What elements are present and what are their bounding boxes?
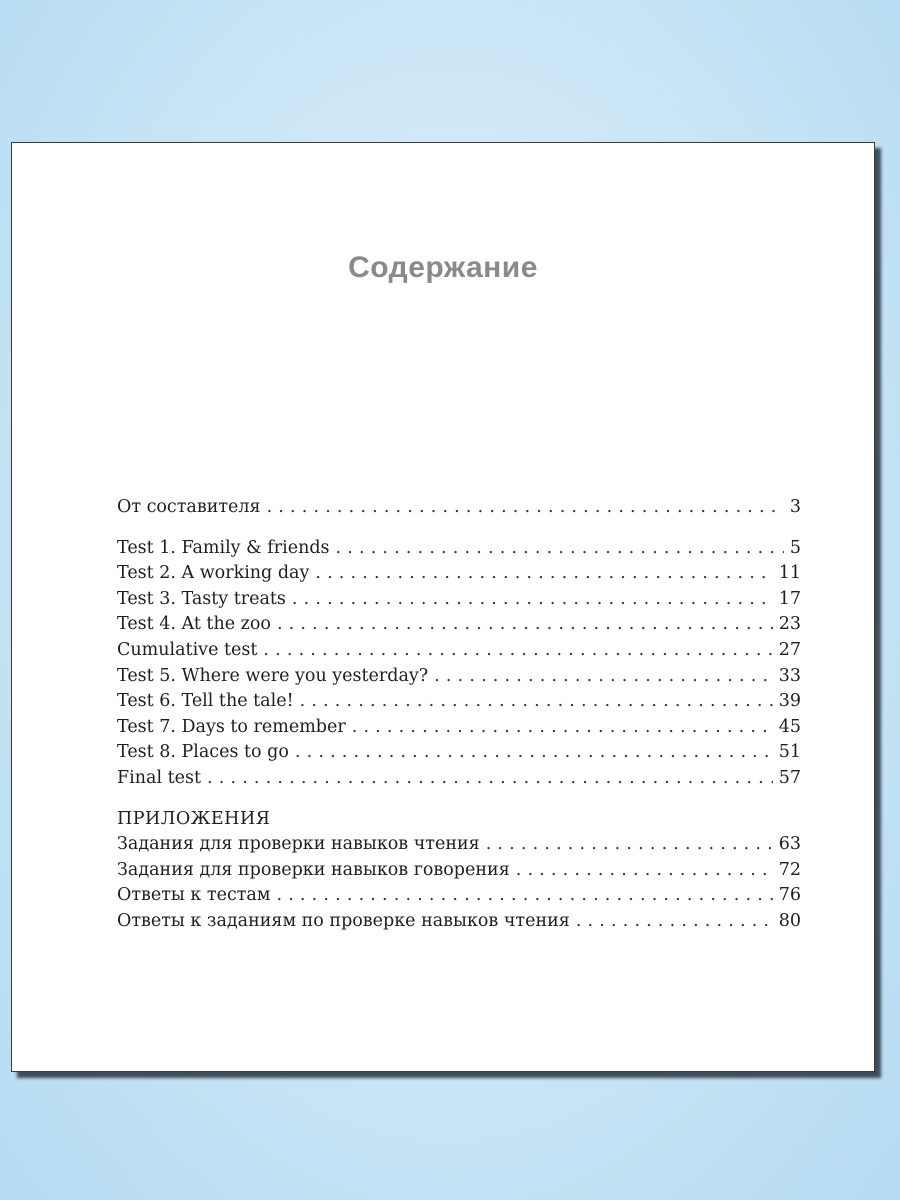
table-of-contents [117, 495, 801, 935]
dot-leader [207, 766, 773, 792]
dot-leader [277, 612, 773, 638]
toc-entry-page: 27 [778, 639, 801, 660]
toc-entry-label: От составителя [117, 497, 261, 517]
toc-entry [117, 664, 801, 690]
dot-leader [276, 883, 772, 909]
toc-entry-label: Test 7. Days to remember [117, 716, 346, 737]
toc-entry-page: 5 [789, 537, 801, 558]
dot-leader [434, 664, 773, 690]
toc-entry-label: Test 3. Tasty treats [117, 588, 286, 609]
toc-entry [117, 638, 801, 664]
toc-entry [117, 587, 801, 613]
toc-entry-intro [117, 495, 801, 521]
dot-leader [576, 909, 773, 935]
dot-leader [315, 561, 772, 587]
toc-entry-label: Test 4. At the zoo [117, 614, 271, 635]
toc-entry-label: Test 1. Family & friends [117, 537, 330, 558]
dot-leader [292, 587, 773, 613]
toc-entry-page: 72 [778, 859, 801, 880]
dot-leader [516, 858, 773, 884]
dot-leader [486, 832, 773, 858]
dot-leader [336, 536, 784, 562]
toc-entry [117, 536, 801, 562]
toc-entry-label: Test 2. A working day [117, 563, 310, 584]
toc-entry-appendix [117, 883, 801, 909]
toc-entry [117, 766, 801, 792]
toc-entry-page: 76 [778, 885, 801, 906]
toc-entry-label: Final test [117, 767, 202, 788]
toc-entry-appendix [117, 909, 801, 935]
toc-entry-page: 23 [778, 614, 801, 635]
dot-leader [352, 715, 773, 741]
toc-entry-label: Test 6. Tell the tale! [117, 691, 294, 712]
dot-leader [267, 495, 784, 521]
toc-entry-page: 63 [778, 834, 801, 855]
dot-leader [300, 689, 773, 715]
page-title: Содержание [348, 251, 538, 284]
toc-entry-page: 51 [778, 742, 801, 763]
toc-entry [117, 561, 801, 587]
toc-entry-label: Задания для проверки навыков чтения [117, 834, 480, 855]
toc-entry [117, 715, 801, 741]
toc-entry [117, 740, 801, 766]
toc-entry-page: 33 [778, 665, 801, 686]
toc-entry-page: 39 [778, 691, 801, 712]
toc-entry-label: Test 5. Where were you yesterday? [117, 665, 429, 686]
toc-entry-page: 3 [789, 497, 801, 517]
toc-entry-label: Ответы к заданиям по проверке навыков чтения [117, 910, 570, 931]
toc-entry-page: 57 [778, 767, 801, 788]
toc-entry-page: 11 [778, 563, 801, 584]
toc-entry-label: Test 8. Places to go [117, 742, 289, 763]
book-page [11, 142, 875, 1072]
toc-entry [117, 689, 801, 715]
toc-entry-appendix [117, 832, 801, 858]
toc-entry-appendix [117, 858, 801, 884]
toc-entry-label: Cumulative test [117, 639, 258, 660]
toc-entry-page: 45 [778, 716, 801, 737]
toc-entry [117, 612, 801, 638]
dot-leader [263, 638, 772, 664]
dot-leader [295, 740, 773, 766]
toc-entry-page: 17 [778, 588, 801, 609]
toc-entry-label: Ответы к тестам [117, 885, 271, 906]
appendix-heading: ПРИЛОЖЕНИЯ [117, 808, 271, 829]
toc-entry-page: 80 [778, 910, 801, 931]
toc-entry-label: Задания для проверки навыков говорения [117, 859, 510, 880]
